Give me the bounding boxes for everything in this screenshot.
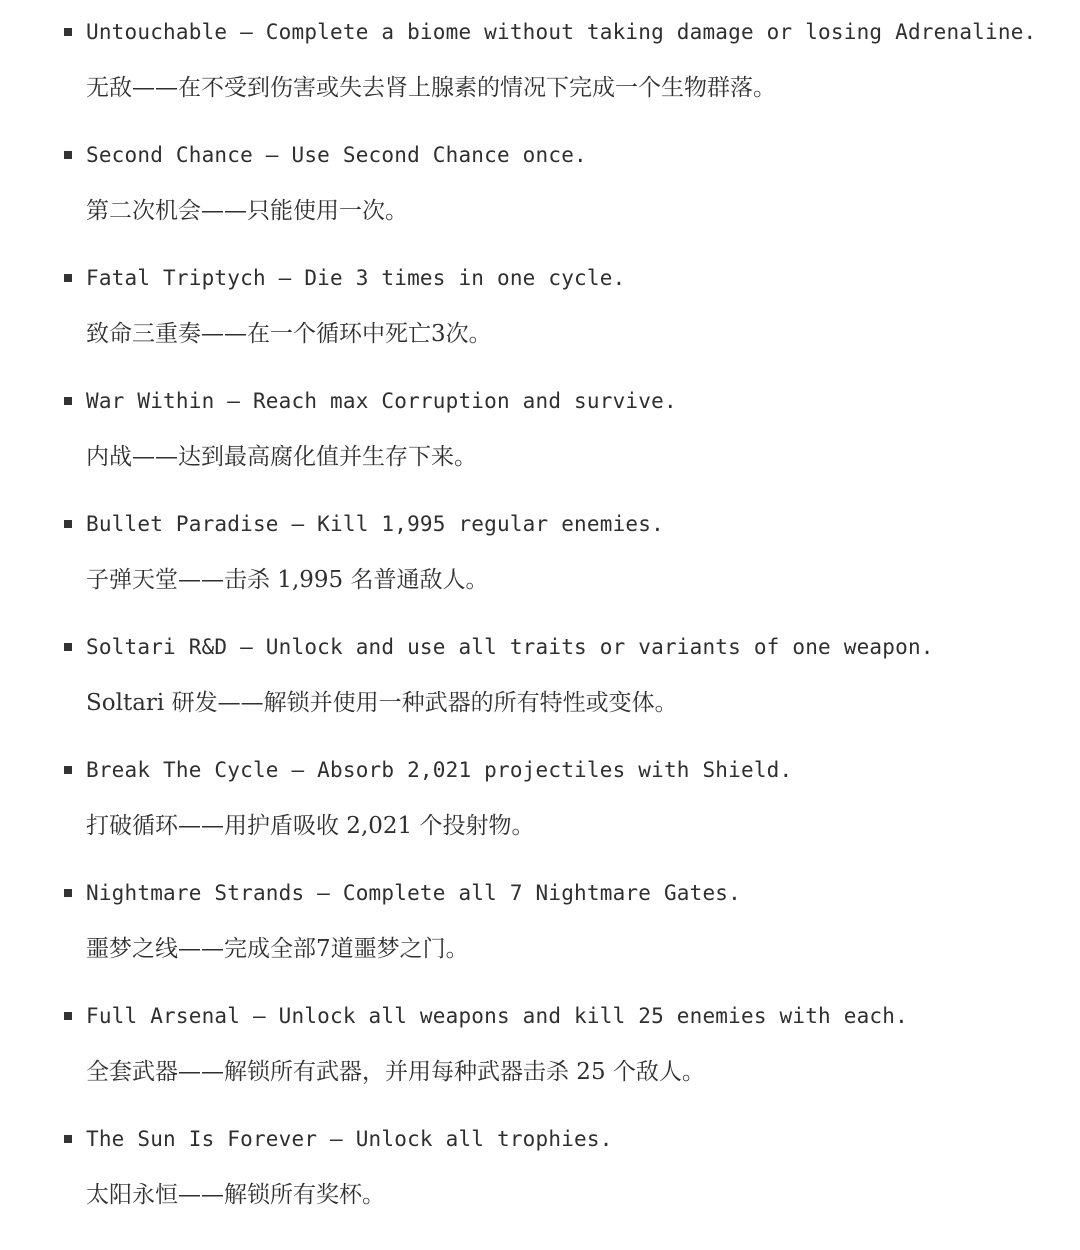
achievement-english: Nightmare Strands — Complete all 7 Nightmare Gates. [86, 881, 741, 905]
achievement-english: Second Chance — Use Second Chance once. [86, 143, 587, 167]
achievement-chinese: 第二次机会——只能使用一次。 [86, 198, 408, 224]
achievement-chinese: 内战——达到最高腐化值并生存下来。 [86, 444, 477, 470]
achievement-chinese: 致命三重奏——在一个循环中死亡3次。 [86, 321, 492, 347]
achievement-chinese: 打破循环——用护盾吸收 2,021 个投射物。 [86, 813, 535, 839]
bullet-icon [64, 397, 72, 405]
bullet-icon [64, 1012, 72, 1020]
achievement-english: Soltari R&D — Unlock and use all traits or variants of one weapon. [86, 635, 934, 659]
achievement-chinese: 噩梦之线——完成全部7道噩梦之门。 [86, 936, 469, 962]
bullet-icon [64, 274, 72, 282]
list-item [0, 369, 1080, 479]
list-item [0, 1107, 1080, 1217]
list-item [0, 615, 1080, 725]
list-item [0, 861, 1080, 971]
bullet-icon [64, 520, 72, 528]
bullet-icon [64, 889, 72, 897]
bullet-icon [64, 28, 72, 36]
bullet-icon [64, 643, 72, 651]
bullet-icon [64, 151, 72, 159]
achievement-english: Untouchable — Complete a biome without taking damage or losing Adrenaline. [86, 20, 1037, 44]
achievement-chinese: 子弹天堂——击杀 1,995 名普通敌人。 [86, 567, 489, 593]
achievement-english: Fatal Triptych — Die 3 times in one cycle. [86, 266, 626, 290]
list-item [0, 0, 1080, 110]
list-item [0, 246, 1080, 356]
bullet-icon [64, 766, 72, 774]
achievement-chinese: 太阳永恒——解锁所有奖杯。 [86, 1182, 385, 1208]
achievement-english: War Within — Reach max Corruption and survive. [86, 389, 677, 413]
bullet-icon [64, 1135, 72, 1143]
achievement-english: The Sun Is Forever — Unlock all trophies. [86, 1127, 613, 1151]
achievement-chinese: 无敌——在不受到伤害或失去肾上腺素的情况下完成一个生物群落。 [86, 75, 776, 101]
list-item [0, 123, 1080, 233]
list-item [0, 492, 1080, 602]
achievement-chinese: 全套武器——解锁所有武器，并用每种武器击杀 25 个敌人。 [86, 1059, 705, 1085]
list-item [0, 984, 1080, 1094]
list-item [0, 738, 1080, 848]
achievement-chinese: Soltari 研发——解锁并使用一种武器的所有特性或变体。 [86, 690, 678, 716]
achievement-english: Bullet Paradise — Kill 1,995 regular enemies. [86, 512, 664, 536]
achievement-english: Break The Cycle — Absorb 2,021 projectiles with Shield. [86, 758, 793, 782]
achievement-english: Full Arsenal — Unlock all weapons and kill 25 enemies with each. [86, 1004, 908, 1028]
